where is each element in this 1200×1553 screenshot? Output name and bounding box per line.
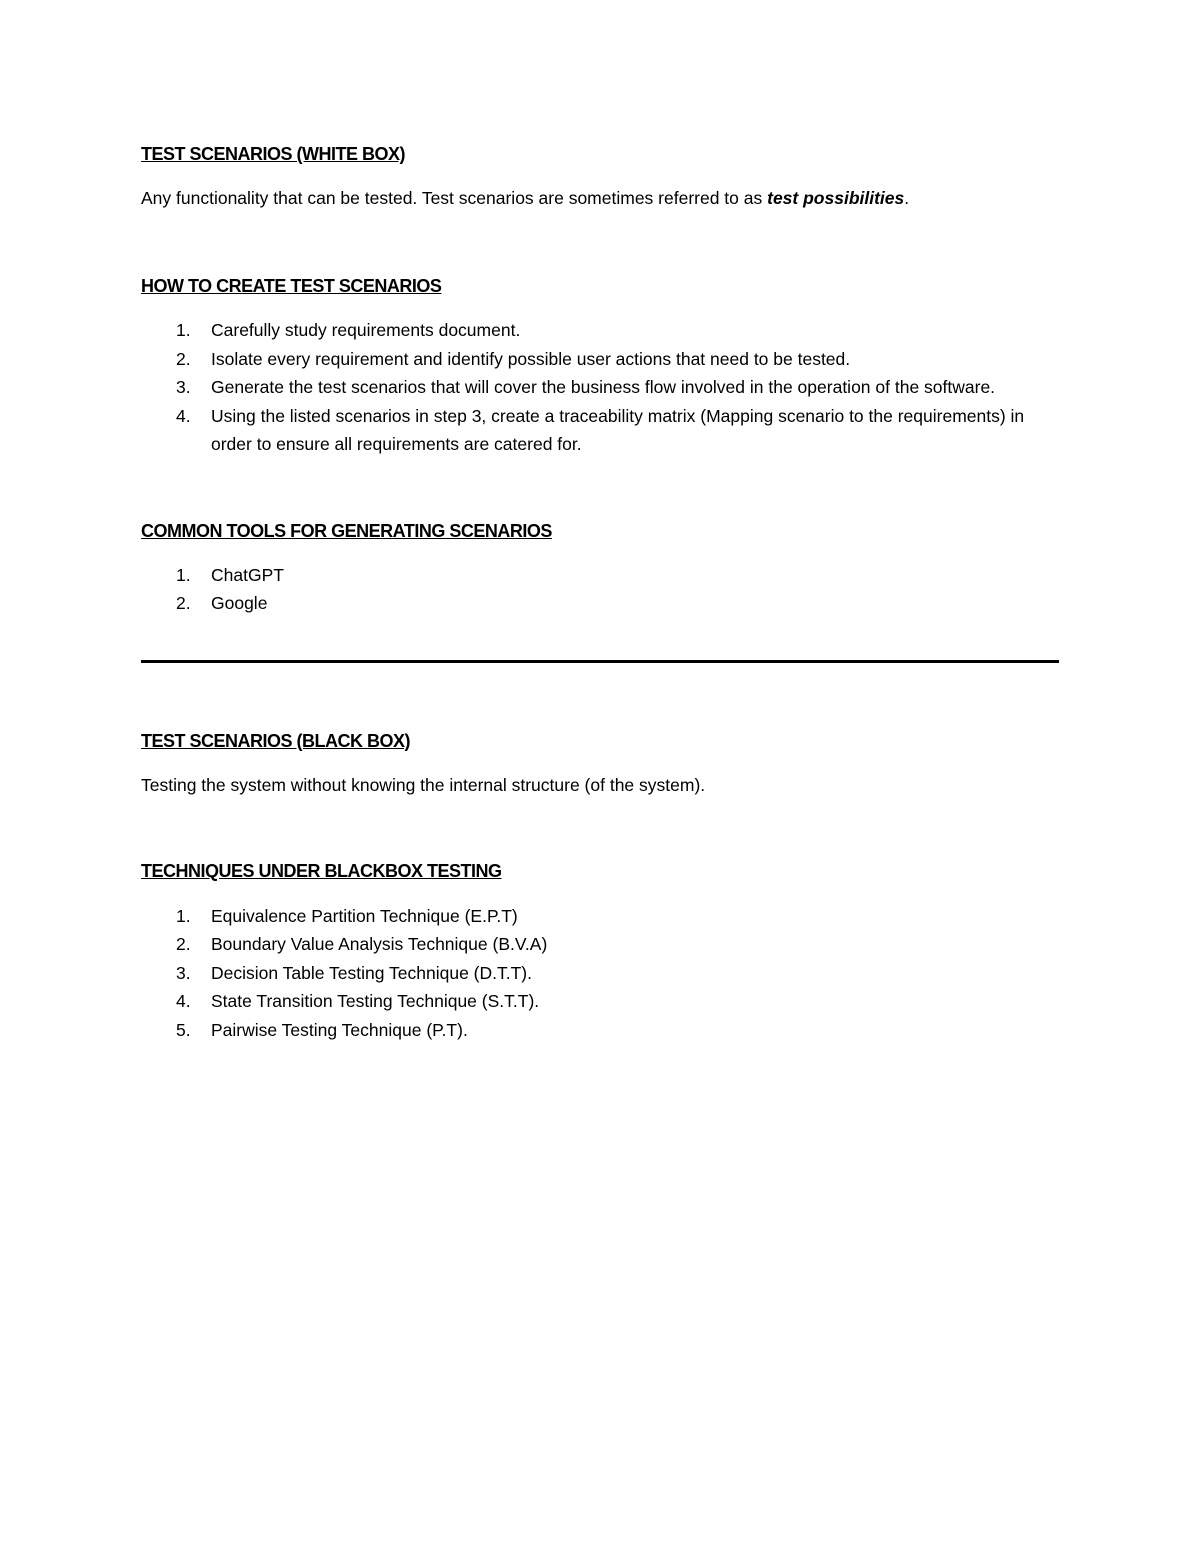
list-item <box>141 561 1059 590</box>
list-item-text: Carefully study requirements document. <box>211 320 521 340</box>
white-box-definition-text: Any functionality that can be tested. Test scenarios are sometimes referred to as <box>141 188 763 208</box>
horizontal-rule <box>141 660 1059 663</box>
white-box-definition-emphasis: test possibilities <box>767 188 905 208</box>
white-box-heading: TEST SCENARIOS (WHITE BOX) <box>141 144 406 164</box>
tools-heading: COMMON TOOLS FOR GENERATING SCENARIOS <box>141 520 552 541</box>
list-item-text: ChatGPT <box>211 564 284 585</box>
list-item <box>141 316 1059 345</box>
list-number: 3. <box>176 962 191 983</box>
list-number: 5. <box>176 1019 191 1040</box>
black-box-definition: Testing the system without knowing the internal structure (of the system). <box>141 774 706 795</box>
how-to-list <box>141 316 1059 459</box>
list-item-text: State Transition Testing Technique (S.T.T). <box>211 991 540 1011</box>
techniques-list <box>141 902 1059 1045</box>
list-item-text: Google <box>211 593 268 613</box>
list-item-text: Generate the test scenarios that will cover the business flow involved in the operation of the software. <box>211 377 996 397</box>
list-number: 1. <box>176 320 191 340</box>
list-item-text: Equivalence Partition Technique (E.P.T) <box>211 905 518 926</box>
list-number: 1. <box>176 564 191 585</box>
list-number: 1. <box>176 905 191 926</box>
list-number: 2. <box>176 348 191 369</box>
document-page <box>141 140 1059 1044</box>
list-item <box>141 402 1059 459</box>
list-number: 2. <box>176 934 191 954</box>
white-box-definition <box>141 184 1059 212</box>
list-item-text: Boundary Value Analysis Technique (B.V.A) <box>211 934 548 954</box>
list-number: 2. <box>176 593 191 613</box>
list-item-text: Using the listed scenarios in step 3, create a traceability matrix (Mapping scenario to the requirements) in order to ensure all requirements are catered for. <box>211 405 1025 454</box>
black-box-heading: TEST SCENARIOS (BLACK BOX) <box>141 730 411 751</box>
list-number: 4. <box>176 991 191 1011</box>
list-item-text: Pairwise Testing Technique (P.T). <box>211 1019 468 1040</box>
list-item <box>141 902 1059 931</box>
list-item-text: Isolate every requirement and identify possible user actions that need to be tested. <box>211 348 851 369</box>
tools-list <box>141 561 1059 618</box>
techniques-heading: TECHNIQUES UNDER BLACKBOX TESTING <box>141 860 502 881</box>
list-item-text: Decision Table Testing Technique (D.T.T). <box>211 962 532 983</box>
list-item <box>141 345 1059 374</box>
list-item <box>141 959 1059 988</box>
list-item <box>141 373 1059 402</box>
list-item <box>141 930 1059 959</box>
list-item <box>141 987 1059 1016</box>
white-box-definition-end: . <box>904 188 910 208</box>
list-number: 3. <box>176 377 191 397</box>
list-item <box>141 589 1059 618</box>
list-number: 4. <box>176 405 191 426</box>
list-item <box>141 1016 1059 1045</box>
how-to-heading: HOW TO CREATE TEST SCENARIOS <box>141 276 442 296</box>
